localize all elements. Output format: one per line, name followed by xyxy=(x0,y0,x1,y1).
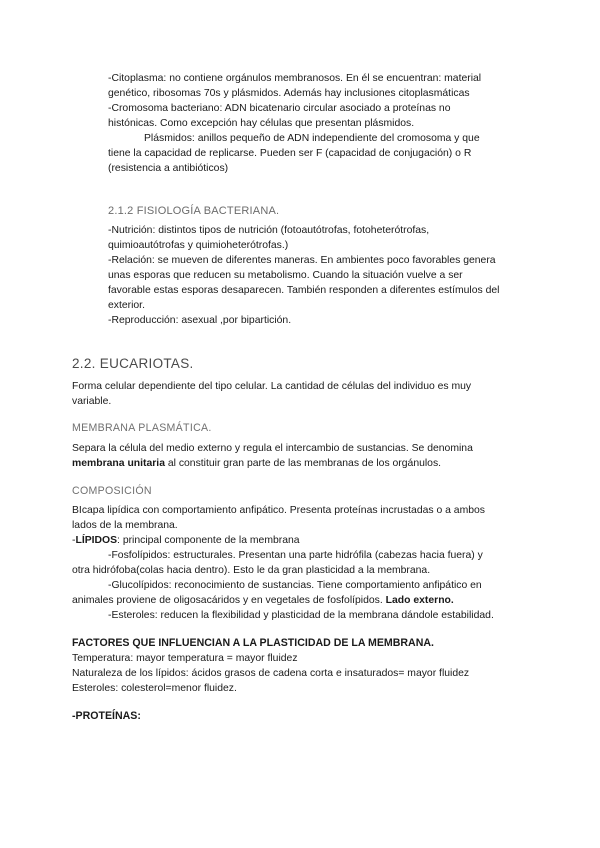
lado-externo-term: Lado externo. xyxy=(385,595,454,606)
relacion-line-2: unas esporas que reducen su metabolismo. Cuando la situación vuelve a ser xyxy=(108,270,463,281)
lipidos-line xyxy=(72,534,300,547)
relacion-line-4: exterior. xyxy=(108,300,145,311)
cromosoma-line-2: histónicas. Como excepción hay células que presentan plásmidos. xyxy=(108,118,415,129)
factores-temperatura: Temperatura: mayor temperatura = mayor fluidez xyxy=(72,653,298,664)
nutricion-line-1: -Nutrición: distintos tipos de nutrición (fotoautótrofas, fotoheterótrofas, xyxy=(108,225,430,236)
relacion-line-1: -Relación: se mueven de diferentes maneras. En ambientes poco favorables genera xyxy=(108,255,496,266)
lipidos-prefix: - xyxy=(72,535,76,546)
factores-esteroles: Esteroles: colesterol=menor fluidez. xyxy=(72,683,237,694)
glucolipidos-line-1: -Glucolípidos: reconocimiento de sustancias. Tiene comportamiento anfipático en xyxy=(108,580,482,591)
eucariotas-heading: 2.2. EUCARIOTAS. xyxy=(72,356,194,371)
plasmidos-line-1: Plásmidos: anillos pequeño de ADN independiente del cromosoma y que xyxy=(144,133,480,144)
plasmidos-line-2: tiene la capacidad de replicarse. Pueden ser F (capacidad de conjugación) o R xyxy=(108,148,472,159)
membrana-unitaria-term: membrana unitaria xyxy=(72,458,165,469)
lipidos-term: LÍPIDOS xyxy=(75,535,118,546)
eucariotas-line-2: variable. xyxy=(72,396,112,407)
composicion-line-2: lados de la membrana. xyxy=(72,520,178,531)
glucolipidos-line-2 xyxy=(72,594,454,607)
lipidos-text: : principal componente de la membrana xyxy=(117,535,300,546)
membrana-line-2-text: al constituir gran parte de las membranas de los orgánulos. xyxy=(164,458,442,469)
composicion-heading: COMPOSICIÓN xyxy=(72,485,152,497)
fisiologia-heading: 2.1.2 FISIOLOGÍA BACTERIANA. xyxy=(108,205,280,217)
citoplasma-line-1: -Citoplasma: no contiene orgánulos membranosos. En él se encuentran: material xyxy=(108,73,482,84)
membrana-heading: MEMBRANA PLASMÁTICA. xyxy=(72,422,212,434)
fosfolipidos-line-2: otra hidrófoba(colas hacia dentro). Esto le da gran plasticidad a la membrana. xyxy=(72,565,431,576)
esteroles-line: -Esteroles: reducen la flexibilidad y plasticidad de la membrana dándole estabilidad. xyxy=(108,610,494,621)
fosfolipidos-line-1: -Fosfolípidos: estructurales. Presentan una parte hidrófila (cabezas hacia fuera) y xyxy=(108,550,483,561)
eucariotas-line-1: Forma celular dependiente del tipo celular. La cantidad de células del individuo es muy xyxy=(72,381,472,392)
factores-naturaleza: Naturaleza de los lípidos: ácidos grasos de cadena corta e insaturados= mayor fluidez xyxy=(72,668,470,679)
glucolipidos-text: animales proviene de oligosacáridos y en vegetales de fosfolípidos. xyxy=(72,595,386,606)
cromosoma-line-1: -Cromosoma bacteriano: ADN bicatenario circular asociado a proteínas no xyxy=(108,103,451,114)
membrana-line-2 xyxy=(72,457,441,470)
membrana-line-1: Separa la célula del medio externo y regula el intercambio de sustancias. Se denomina xyxy=(72,443,473,454)
composicion-line-1: BIcapa lipídica con comportamiento anfipático. Presenta proteínas incrustadas o a ambos xyxy=(72,505,485,516)
nutricion-line-2: quimioautótrofas y quimioheterótrofas.) xyxy=(108,240,289,251)
proteinas-heading: -PROTEÍNAS: xyxy=(72,710,141,722)
reproduccion-line: -Reproducción: asexual ,por bipartición. xyxy=(108,315,292,326)
factores-heading: FACTORES QUE INFLUENCIAN A LA PLASTICIDAD DE LA MEMBRANA. xyxy=(72,637,434,649)
plasmidos-line-3: (resistencia a antibióticos) xyxy=(108,163,229,174)
relacion-line-3: favorable estas esporas desaparecen. También responden a diferentes estímulos del xyxy=(108,285,500,296)
citoplasma-line-2: genético, ribosomas 70s y plásmidos. Además hay inclusiones citoplasmáticas xyxy=(108,88,470,99)
